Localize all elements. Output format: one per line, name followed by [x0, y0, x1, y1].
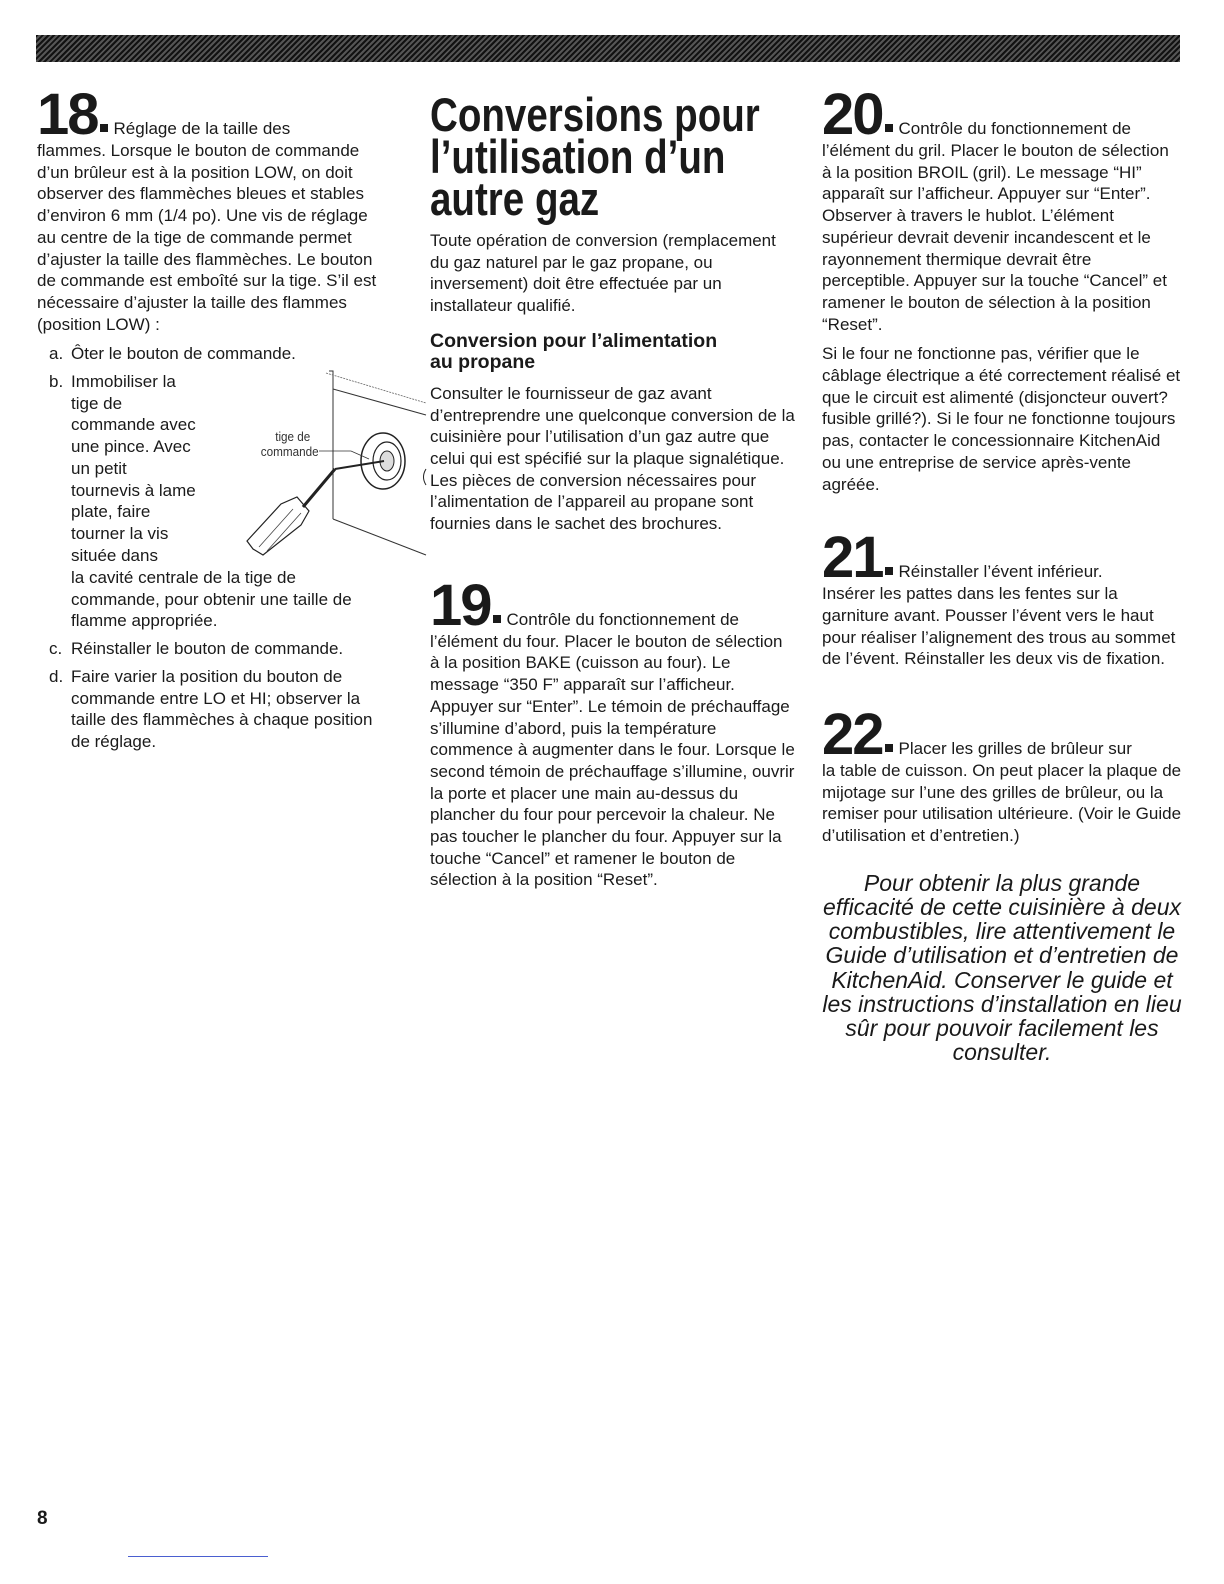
- step-body: Insérer les pattes dans les fentes sur la garniture avant. Pousser l’évent vers le haut pour réaliser l’alignement des trous au sommet de l’évent. Réinstaller les deux vis de fixation.: [822, 584, 1176, 669]
- figure-label-line-2: commande: [260, 444, 319, 460]
- header-pattern-bar: [36, 35, 1180, 62]
- section-heading: Conversions pour l’utilisation d’un autre gaz: [430, 88, 760, 225]
- step-number: 21: [822, 525, 883, 591]
- list-item-continuation: la cavité centrale de la tige de commande, pour obtenir une taille de flamme appropriée.: [71, 568, 352, 631]
- step-title: Réinstaller l’évent inférieur.: [898, 562, 1103, 582]
- page-number: 8: [37, 1508, 48, 1529]
- list-item: c. Réinstaller le bouton de commande.: [49, 639, 344, 659]
- column-left: [37, 82, 387, 759]
- step-title: Contrôle du fonctionnement de: [506, 609, 740, 629]
- step-22: [822, 702, 1182, 847]
- step-title: Réglage de la taille des: [113, 119, 291, 138]
- step-body: la table de cuisson. On peut placer la plaque de mijotage sur l’une des grilles de brûleur, ou la remiser pour utilisation ultérieure. (Voir le Guide d’utilisation et d’entretien.): [822, 761, 1182, 846]
- figure-wrap: Immobiliser la tige de commande avec une pince. Avec un petit tournevis à lame plate, faire tourner la vis située dans tige de commande: [71, 371, 387, 567]
- sub-body: Consulter le fournisseur de gaz avant d’entreprendre une quelconque conversion de la cuisinière pour l’utilisation d’un gaz autre que celui qui est spécifié sur la plaque signalétique. Les pièces de conversion nécessaires pour l’alimentation de l’appareil au propane sont fournies dans le sachet des brochures.: [430, 383, 795, 534]
- list-item: a. Ôter le bouton de commande.: [49, 344, 296, 364]
- step-number: 18: [37, 82, 98, 147]
- closing-note: Pour obtenir la plus grande efficacité de cette cuisinière à deux combustibles, lire attentivement le Guide d’utilisation et d’entretien de KitchenAid. Conserver le guide et les instructions d’installation en lieu sûr pour pouvoir facilement les consulter.: [822, 869, 1182, 1066]
- figure-label-line-1: tige de: [275, 429, 311, 445]
- column-middle: [430, 90, 795, 891]
- step-19: [430, 572, 795, 891]
- bullet-square-icon: [885, 744, 893, 752]
- step-body: flammes. Lorsque le bouton de commande d’un brûleur est à la position LOW, on doit observer des flammèches bleues et stables d’environ 6 mm (1/4 po). Une vis de réglage au centre de la tige de commande permet d’ajuster la taille des flammèches. Le bouton de commande est emboîté sur la tige. S’il est nécessaire d’ajuster la taille des flammes (position LOW) :: [37, 141, 377, 334]
- step-list: [49, 343, 387, 752]
- section-intro: Toute opération de conversion (remplacement du gaz naturel par le gaz propane, ou inversement) doit être effectuée par un installateur qualifié.: [430, 231, 776, 316]
- bullet-square-icon: [493, 615, 501, 623]
- step-number: 22: [822, 702, 883, 768]
- step-title: Placer les grilles de brûleur sur: [898, 739, 1132, 759]
- bullet-square-icon: [885, 124, 893, 132]
- step-body-2: Si le four ne fonctionne pas, vérifier que le câblage électrique a été correctement réalisé et que le circuit est alimenté (disjoncteur ouvert? fusible grillé?). Si le four ne fonctionne toujours pas, contacter le concessionnaire KitchenAid ou une entreprise de service après-vente agréée.: [822, 344, 1181, 494]
- step-title: Contrôle du fonctionnement de: [898, 119, 1132, 138]
- step-18: [37, 82, 387, 753]
- list-item: d. Faire varier la position du bouton de commande entre LO et HI; observer la taille des flammèches à chaque position de réglage.: [49, 666, 373, 751]
- step-number: 20: [822, 82, 883, 147]
- column-right: [822, 82, 1182, 1066]
- control-stem-illustration: [241, 369, 441, 559]
- footer-line: [128, 1556, 268, 1557]
- step-20: [822, 82, 1182, 495]
- bullet-square-icon: [885, 567, 893, 575]
- step-body: l’élément du four. Placer le bouton de sélection à la position BAKE (cuisson au four). Le message “350 F” apparaît sur l’afficheur. Appuyer sur “Enter”. Le témoin de préchauffage s’illumine d’abord, puis la température commence à augmenter dans le four. Lorsque le second témoin de préchauffage s’illumine, ouvrir la porte et placer une main au-dessus du plancher du four pour percevoir la chaleur. Ne pas toucher le plancher du four. Appuyer sur la touche “Cancel” et ramener le bouton de sélection à la position “Reset”.: [430, 631, 795, 890]
- step-number: 19: [430, 572, 491, 638]
- step-body: l’élément du gril. Placer le bouton de sélection à la position BROIL (gril). Le message “HI” apparaît sur l’afficheur. Appuyer sur “Enter”. Observer à travers le hublot. L’élément supérieur devrait devenir incandescent et le rayonnement thermique devrait être perceptible. Appuyer sur la touche “Cancel” et ramener le bouton de sélection à la position “Reset”.: [822, 141, 1169, 334]
- sub-heading: Conversion pour l’alimentation au propane: [430, 329, 718, 373]
- bullet-square-icon: [100, 124, 108, 132]
- step-21: [822, 525, 1182, 670]
- list-item: b. Immobiliser la tige de commande avec une pince. Avec un petit tournevis à lame plate, faire tourner la vis située dans tige de commande la cavité centrale de la tige de commande, pour obtenir une taille de flamme appropriée.: [49, 371, 387, 632]
